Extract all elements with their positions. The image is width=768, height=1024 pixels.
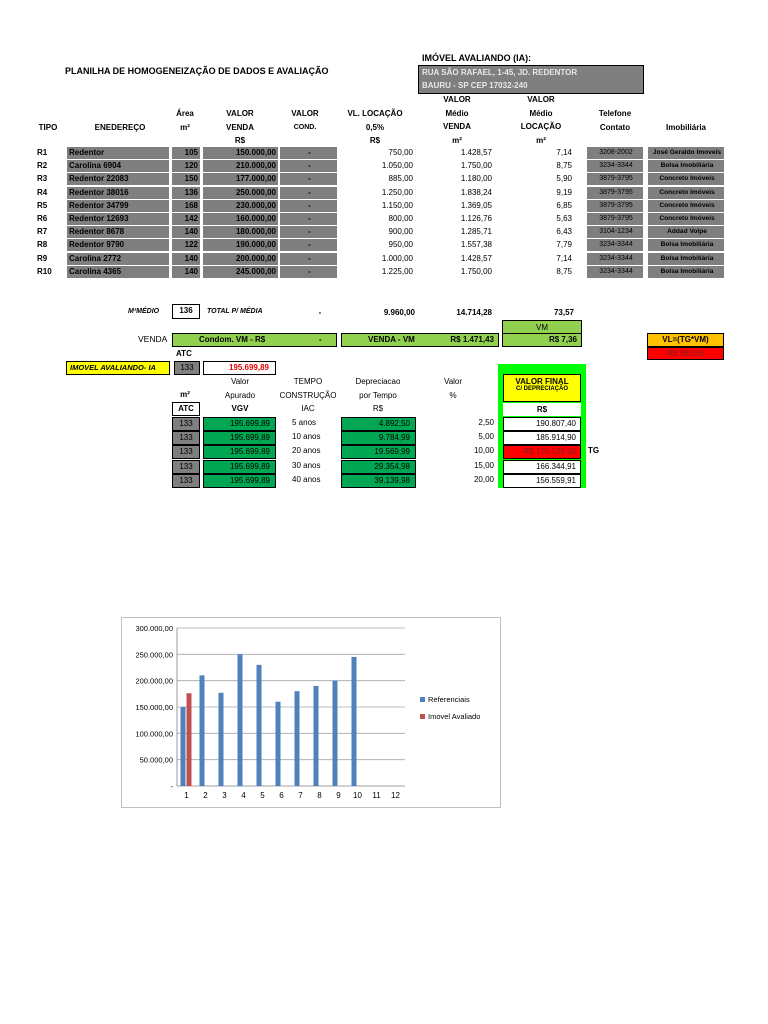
total-locacao: 9.960,00 — [383, 308, 415, 317]
dep-header-valor-l1: Valor — [230, 377, 250, 386]
row-telefone: 3879-3795 — [587, 213, 643, 225]
row-tipo: R7 — [37, 227, 48, 237]
row-medio-locacao: 9,19 — [556, 187, 572, 197]
dep-header-depreciacao-l1: Depreciacao — [355, 377, 401, 386]
chart-legend-label: Referenciais — [428, 695, 470, 704]
chart-y-tick-label: 200.000,00 — [135, 676, 173, 686]
row-venda: 250.000,00 — [203, 187, 278, 199]
row-endereco: Redentor 38016 — [67, 187, 169, 199]
row-telefone: 3104-1234 — [587, 226, 643, 238]
dep-header-m2: m² — [180, 390, 190, 399]
dep-final: 156.559,91 — [503, 474, 581, 488]
chart-y-tick-label: 300.000,00 — [135, 624, 173, 633]
row-tipo: R1 — [37, 148, 48, 157]
row-telefone: 3234-3344 — [587, 160, 643, 172]
chart-y-tick-label: - — [170, 782, 173, 791]
dep-tempo: 30 anos — [292, 460, 321, 470]
dep-header-percent-l1: Valor — [443, 377, 463, 386]
dep-tempo: 10 anos — [292, 432, 321, 442]
row-venda: 245.000,00 — [203, 266, 278, 278]
row-cond: - — [280, 147, 337, 159]
dep-header-tempo — [278, 375, 338, 416]
row-medio-venda: 1.838,24 — [460, 187, 492, 197]
venda-vm-label: VENDA - VM — [368, 335, 415, 344]
row-imobiliaria: Concreto Imóveis — [648, 173, 724, 185]
header-medio-locacao — [506, 93, 576, 147]
chart-bar-referenciais — [276, 702, 281, 786]
chart-x-tick-label: 1 — [184, 791, 189, 800]
row-medio-venda: 1.750,00 — [460, 161, 492, 171]
row-medio-venda: 1.180,00 — [460, 174, 492, 184]
dep-final: 185.914,90 — [503, 431, 581, 445]
row-venda: 177.000,00 — [203, 173, 278, 185]
chart-frame — [121, 617, 501, 808]
row-medio-locacao: 6,43 — [556, 227, 572, 237]
header-medio-venda-l2: Médio — [445, 108, 469, 118]
row-area: 140 — [172, 226, 200, 238]
row-endereco: Redentor 12693 — [67, 213, 169, 225]
row-locacao: 1.150,00 — [381, 200, 413, 210]
dep-vgv: 195.699,89 — [203, 417, 276, 431]
dep-final: 166.344,91 — [503, 460, 581, 474]
chart-bar-imovel-avaliado — [187, 693, 192, 786]
chart-bar-referenciais — [295, 691, 300, 786]
venda-vm-value: R$ 1.471,43 — [450, 335, 494, 344]
header-valor-venda — [205, 107, 275, 148]
row-telefone: 3234-3344 — [587, 239, 643, 251]
chart-x-tick-label: 10 — [353, 791, 362, 800]
dep-atc: 133 — [172, 460, 200, 474]
vm-value: R$ 7,36 — [502, 333, 582, 347]
dep-vgv: 195.699,89 — [203, 431, 276, 445]
dep-header-final-l2: C/ DEPRECIAÇÃO — [515, 386, 568, 392]
row-medio-locacao: 7,14 — [556, 253, 572, 263]
dep-value: 9.784,99 — [341, 431, 416, 445]
row-imobiliaria: Concreto Imóveis — [648, 213, 724, 225]
row-cond: - — [280, 187, 337, 199]
row-telefone: 3234-3344 — [587, 266, 643, 278]
chart-x-tick-label: 7 — [298, 791, 303, 800]
row-cond: - — [280, 253, 337, 265]
dep-header-valor-l3: VGV — [231, 404, 249, 413]
row-medio-venda: 1.428,57 — [460, 253, 492, 263]
vm-label: VM — [502, 320, 582, 334]
row-medio-venda: 1.126,76 — [460, 214, 492, 223]
row-imobiliaria: Concreto Imóveis — [648, 200, 724, 212]
row-area: 120 — [172, 160, 200, 172]
row-venda: 150.000,00 — [203, 147, 278, 159]
dep-value: 19.569,99 — [341, 445, 416, 459]
chart-bar-referenciais — [181, 707, 186, 786]
imovel-address-box — [418, 65, 644, 94]
row-cond: - — [280, 266, 337, 278]
row-cond: - — [280, 239, 337, 251]
row-cond: - — [280, 213, 337, 225]
row-locacao: 1.000,00 — [381, 253, 413, 263]
chart-x-tick-label: 2 — [203, 791, 208, 800]
header-telefone-l2: Contato — [599, 122, 631, 132]
chart-legend-swatch — [420, 697, 425, 702]
chart — [122, 618, 500, 807]
dep-header-valor — [205, 375, 275, 416]
row-medio-locacao: 5,90 — [556, 174, 572, 184]
row-locacao: 950,00 — [388, 240, 413, 250]
row-venda: 160.000,00 — [203, 213, 278, 225]
row-medio-locacao: 6,85 — [556, 200, 572, 210]
m2-medio-label: M²MÉDIO — [128, 308, 160, 315]
row-imobiliaria: Bolsa Imobiliária — [648, 160, 724, 172]
chart-x-tick-label: 5 — [260, 791, 265, 800]
header-area-l2: m² — [180, 122, 190, 132]
row-telefone: 3879-3795 — [587, 187, 643, 199]
header-tipo: TIPO — [38, 123, 58, 132]
dep-value: 39.139,98 — [341, 474, 416, 488]
row-imobiliaria: Bolsa Imobiliária — [648, 266, 724, 278]
row-imobiliaria: Addad Volpe — [648, 226, 724, 238]
row-cond: - — [280, 173, 337, 185]
header-valor-venda-l1: VALOR — [226, 109, 254, 118]
condom-vm-label: Condom. VM - R$ — [199, 335, 266, 344]
row-medio-locacao: 8,75 — [556, 266, 572, 276]
venda-vm-box — [341, 333, 499, 347]
row-locacao: 900,00 — [388, 227, 413, 237]
row-area: 122 — [172, 239, 200, 251]
row-endereco: Carolina 6904 — [67, 160, 169, 172]
row-medio-locacao: 8,75 — [556, 161, 572, 171]
row-telefone: 3879-3795 — [587, 200, 643, 212]
row-endereco: Redentor 8678 — [67, 226, 169, 238]
chart-bar-referenciais — [257, 665, 262, 786]
chart-bar-referenciais — [238, 654, 243, 786]
row-tipo: R4 — [37, 187, 48, 197]
chart-bar-referenciais — [352, 657, 357, 786]
dep-percent: 2,50 — [478, 418, 494, 427]
row-tipo: R2 — [37, 161, 48, 171]
dep-value: 29.354,98 — [341, 460, 416, 474]
dep-header-valor-l2: Apurado — [224, 390, 256, 400]
row-area: 105 — [172, 147, 200, 159]
chart-bar-referenciais — [333, 681, 338, 786]
condom-vm-box — [172, 333, 337, 347]
chart-x-tick-label: 4 — [241, 791, 246, 800]
header-medio-locacao-l4: m² — [536, 135, 546, 145]
vl-formula: VL=(TG*VM) — [647, 333, 724, 347]
row-medio-venda: 1.428,57 — [460, 148, 492, 157]
row-medio-venda: 1.557,38 — [460, 240, 492, 250]
header-medio-venda-l1: VALOR — [443, 95, 471, 104]
header-valor-cond-l1: VALOR — [291, 109, 319, 118]
ia-area: 133 — [174, 361, 200, 375]
header-area-l1: Área — [176, 109, 194, 118]
dep-header-depreciacao-l3: R$ — [372, 404, 384, 413]
imovel-address-line2: BAURU - SP CEP 17032-240 — [422, 81, 528, 90]
dep-header-depreciacao — [340, 375, 416, 416]
chart-bar-referenciais — [200, 675, 205, 786]
ia-label: IMOVEL AVALIANDO- IA — [66, 361, 170, 375]
header-valor-venda-l3: R$ — [234, 136, 246, 145]
dep-final: 190.807,40 — [503, 417, 581, 431]
imovel-address-line1: RUA SÃO RAFAEL, 1-45, JD. REDENTOR — [422, 68, 578, 77]
row-telefone: 3208-2002 — [587, 147, 643, 159]
total-cond: - — [318, 308, 322, 317]
row-endereco: Redentor 9790 — [67, 239, 169, 251]
dep-header-depreciacao-l2: por Tempo — [359, 390, 397, 400]
dep-header-tempo-l1: TEMPO — [293, 377, 323, 386]
chart-y-tick-label: 100.000,00 — [135, 729, 173, 739]
page-title: PLANILHA DE HOMOGENEIZAÇÃO DE DADOS E AVALIAÇÃO — [65, 66, 329, 76]
row-area: 140 — [172, 266, 200, 278]
dep-percent: 20,00 — [473, 474, 494, 484]
ia-value: 195.699,89 — [203, 361, 276, 375]
chart-x-tick-label: 9 — [336, 791, 341, 800]
header-valor-cond-l2: COND. — [293, 123, 317, 131]
chart-x-tick-label: 8 — [317, 791, 322, 800]
row-medio-venda: 1.285,71 — [460, 227, 492, 237]
header-medio-locacao-l1: VALOR — [527, 95, 555, 104]
row-venda: 210.000,00 — [203, 160, 278, 172]
dep-header-final-unit: R$ — [503, 403, 581, 416]
header-vl-locacao-l2: 0,5% — [365, 122, 385, 132]
dep-header-final — [503, 374, 581, 402]
row-venda: 190.000,00 — [203, 239, 278, 251]
chart-y-tick-label: 150.000,00 — [135, 703, 173, 712]
dep-header-tempo-l3: IAC — [301, 404, 315, 413]
imovel-label: IMÓVEL AVALIANDO (IA): — [422, 53, 532, 63]
chart-x-tick-label: 6 — [279, 791, 284, 800]
dep-vgv: 195.699,89 — [203, 474, 276, 488]
row-imobiliaria: Concreto Imóveis — [648, 187, 724, 199]
row-imobiliaria: Bolsa Imobiliária — [648, 253, 724, 265]
chart-bar-referenciais — [314, 686, 319, 786]
row-area: 150 — [172, 173, 200, 185]
condom-vm-value: - — [319, 335, 322, 344]
row-cond: - — [280, 200, 337, 212]
chart-y-tick-label: 250.000,00 — [135, 650, 173, 660]
dep-header-final-l1: VALOR FINAL — [515, 377, 569, 386]
row-tipo: R3 — [37, 174, 48, 184]
row-endereco: Carolina 2772 — [67, 253, 169, 265]
header-telefone-l1: Telefone — [598, 109, 632, 118]
header-imobiliaria: Imobiliária — [665, 123, 706, 132]
dep-percent: 10,00 — [473, 446, 494, 456]
venda-label: VENDA — [138, 334, 168, 344]
row-locacao: 800,00 — [388, 214, 413, 223]
row-cond: - — [280, 160, 337, 172]
row-area: 136 — [172, 187, 200, 199]
dep-final-tg: R$ 176.129,90 — [503, 445, 581, 459]
header-medio-venda-l4: m² — [452, 135, 462, 145]
header-area — [170, 107, 200, 134]
dep-atc: 133 — [172, 474, 200, 488]
row-tipo: R10 — [37, 266, 52, 276]
dep-tempo: 5 anos — [292, 418, 317, 427]
total-label: TOTAL P/ MÉDIA — [207, 308, 263, 315]
row-locacao: 1.050,00 — [381, 161, 413, 171]
header-vl-locacao-l3: R$ — [369, 136, 381, 145]
row-tipo: R8 — [37, 240, 48, 250]
chart-x-tick-label: 3 — [222, 791, 227, 800]
header-vl-locacao — [340, 107, 410, 148]
chart-legend-label: Imovel Avaliado — [428, 712, 481, 721]
row-cond: - — [280, 226, 337, 238]
dep-atc: 133 — [172, 417, 200, 431]
row-tipo: R6 — [37, 214, 48, 223]
row-endereco: Redentor — [67, 147, 169, 159]
dep-percent: 15,00 — [473, 460, 494, 470]
row-locacao: 750,00 — [388, 148, 413, 157]
row-imobiliaria: Bolsa Imobiliária — [648, 239, 724, 251]
dep-tempo: 40 anos — [292, 474, 321, 484]
row-tipo: R9 — [37, 253, 48, 263]
row-area: 140 — [172, 253, 200, 265]
row-telefone: 3879-3795 — [587, 173, 643, 185]
row-medio-locacao: 5,63 — [556, 214, 572, 223]
row-venda: 180.000,00 — [203, 226, 278, 238]
dep-header-tempo-l2: CONSTRUÇÃO — [279, 390, 337, 400]
dep-atc: 133 — [172, 431, 200, 445]
row-locacao: 885,00 — [388, 174, 413, 184]
row-area: 168 — [172, 200, 200, 212]
m2-medio-value: 136 — [172, 304, 200, 319]
row-endereco: Redentor 22083 — [67, 173, 169, 185]
dep-header-percent — [428, 375, 478, 402]
dep-header-percent-l2: % — [449, 390, 457, 400]
row-endereco: Redentor 34799 — [67, 200, 169, 212]
row-venda: 200.000,00 — [203, 253, 278, 265]
dep-atc: 133 — [172, 445, 200, 459]
row-telefone: 3234-3344 — [587, 253, 643, 265]
row-imobiliaria: José Geraldo Imoveis — [648, 147, 724, 159]
header-telefone — [585, 107, 645, 134]
chart-legend-swatch — [420, 714, 425, 719]
total-medio-locacao: 73,57 — [553, 308, 574, 317]
chart-y-tick-label: 50.000,00 — [139, 755, 173, 765]
header-valor-venda-l2: VENDA — [225, 122, 254, 132]
vl-value: R$ 880,65 — [647, 347, 724, 360]
header-vl-locacao-l1: VL. LOCAÇÃO — [347, 109, 403, 118]
dep-value: 4.892,50 — [341, 417, 416, 431]
dep-vgv: 195.699,89 — [203, 445, 276, 459]
row-area: 142 — [172, 213, 200, 225]
row-medio-locacao: 7,79 — [556, 240, 572, 250]
total-medio-venda: 14.714,28 — [456, 308, 492, 317]
dep-header-atc: ATC — [172, 402, 200, 416]
dep-percent: 5,00 — [478, 432, 494, 442]
tg-label: TG — [588, 446, 600, 455]
row-locacao: 1.250,00 — [381, 187, 413, 197]
row-locacao: 1.225,00 — [381, 266, 413, 276]
dep-tempo: 20 anos — [292, 446, 321, 456]
header-medio-venda — [422, 93, 492, 147]
header-endereco: ENEDEREÇO — [94, 123, 146, 132]
row-medio-venda: 1.750,00 — [460, 266, 492, 276]
chart-x-tick-label: 11 — [372, 791, 381, 800]
dep-vgv: 195.699,89 — [203, 460, 276, 474]
row-endereco: Carolina 4365 — [67, 266, 169, 278]
row-venda: 230.000,00 — [203, 200, 278, 212]
header-medio-locacao-l3: LOCAÇÃO — [520, 122, 562, 131]
chart-x-tick-label: 12 — [391, 791, 400, 800]
atc-label: ATC — [176, 349, 192, 358]
row-medio-locacao: 7,14 — [556, 148, 572, 157]
chart-bar-referenciais — [219, 693, 224, 786]
header-medio-locacao-l2: Médio — [529, 108, 553, 118]
row-medio-venda: 1.369,05 — [460, 200, 492, 210]
header-medio-venda-l3: VENDA — [442, 122, 471, 131]
row-tipo: R5 — [37, 200, 48, 210]
header-valor-cond — [280, 107, 330, 134]
